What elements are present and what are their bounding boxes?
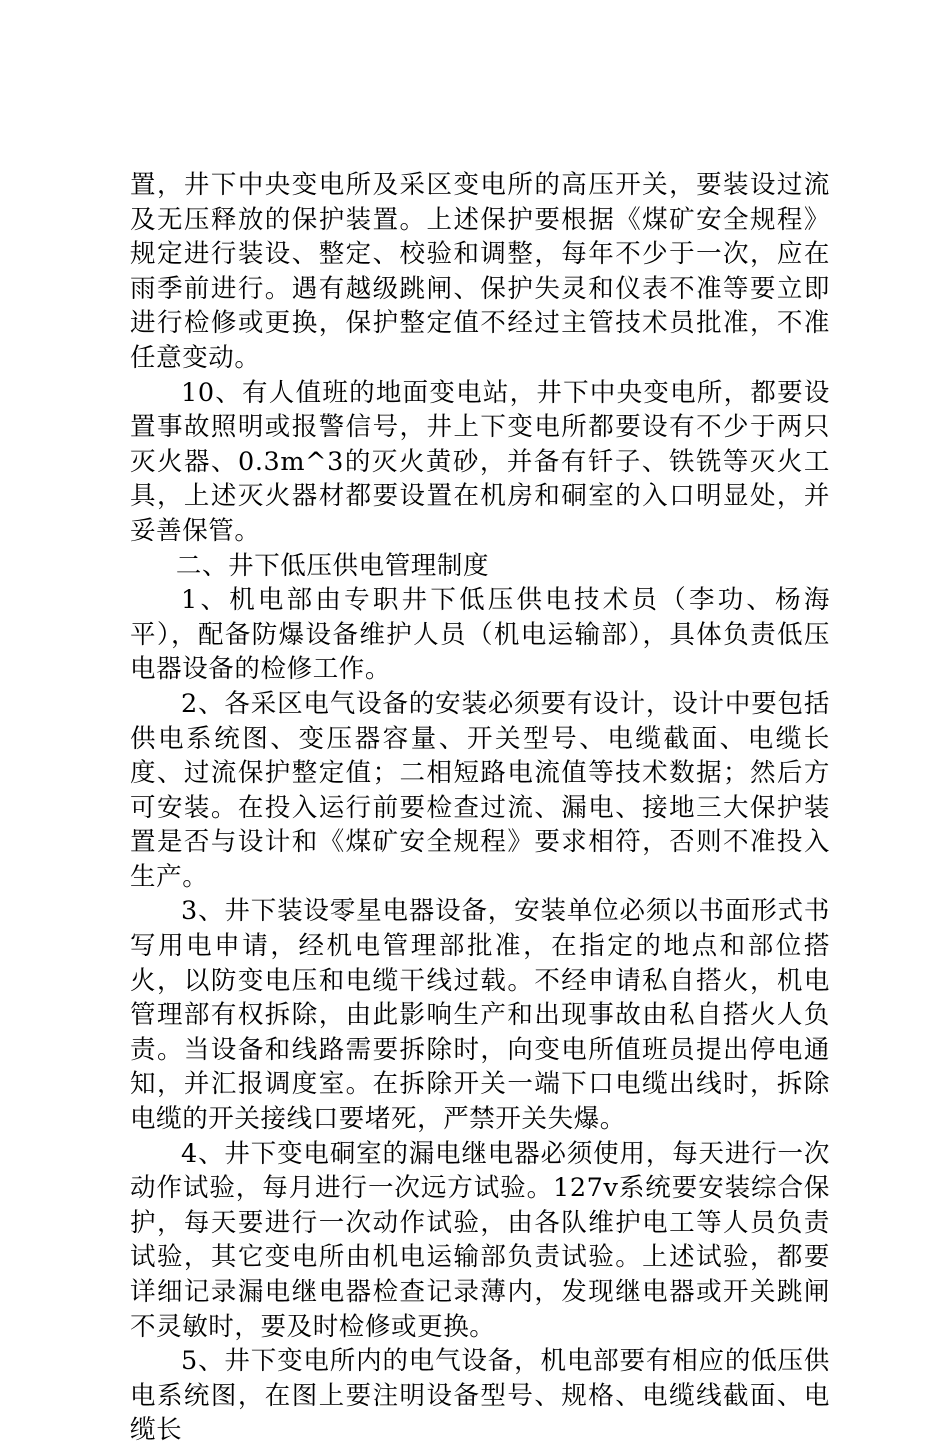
paragraph-item-1: 1、机电部由专职井下低压供电技术员（李功、杨海平），配备防爆设备维护人员（机电运输部），具体负责低压电器设备的检修工作。 [130,585,830,685]
paragraph-item-5: 5、井下变电所内的电气设备，机电部要有相应的低压供电系统图，在图上要注明设备型号、规格、电缆线截面、电缆长 [130,1346,830,1446]
paragraph-item-3: 3、井下装设零星电器设备，安装单位必须以书面形式书写用电申请，经机电管理部批准，在指定的地点和部位搭火，以防变电压和电缆干线过载。不经申请私自搭火，机电管理部有权拆除，由此影响生产和出现事故由私自搭火人负责。当设备和线路需要拆除时，向变电所值班员提出停电通知，并汇报调度室。在拆除开关一端下口电缆出线时，拆除电缆的开关接线口要堵死，严禁开关失爆。 [130,896,830,1135]
paragraph-item-10: 10、有人值班的地面变电站，井下中央变电所，都要设置事故照明或报警信号，井上下变电所都要设有不少于两只灭火器、0.3m^3的灭火黄砂，并备有钎子、铁铣等灭火工具，上述灭火器材都要设置在机房和硐室的入口明显处，并妥善保管。 [130,377,830,546]
paragraph-item-4: 4、井下变电硐室的漏电继电器必须使用，每天进行一次动作试验，每月进行一次远方试验。127v系统要安装综合保护，每天要进行一次动作试验，由各队维护电工等人员负责试验，其它变电所由机电运输部负责试验。上述试验，都要详细记录漏电继电器检查记录薄内，发现继电器或开关跳闸不灵敏时，要及时检修或更换。 [130,1138,830,1342]
paragraph-item-2: 2、各采区电气设备的安装必须要有设计，设计中要包括供电系统图、变压器容量、开关型号、电缆截面、电缆长度、过流保护整定值；二相短路电流值等技术数据；然后方可安装。在投入运行前要检查过流、漏电、接地三大保护装置是否与设计和《煤矿安全规程》要求相符，否则不准投入生产。 [130,688,830,892]
document-body [130,168,830,1448]
paragraph-continued: 置，井下中央变电所及采区变电所的高压开关，要装设过流及无压释放的保护装置。上述保护要根据《煤矿安全规程》规定进行装设、整定、校验和调整，每年不少于一次，应在雨季前进行。遇有越级跳闸、保护失灵和仪表不准等要立即进行检修或更换，保护整定值不经过主管技术员批准，不准任意变动。 [130,170,830,373]
section-heading: 二、井下低压供电管理制度 [175,550,490,581]
